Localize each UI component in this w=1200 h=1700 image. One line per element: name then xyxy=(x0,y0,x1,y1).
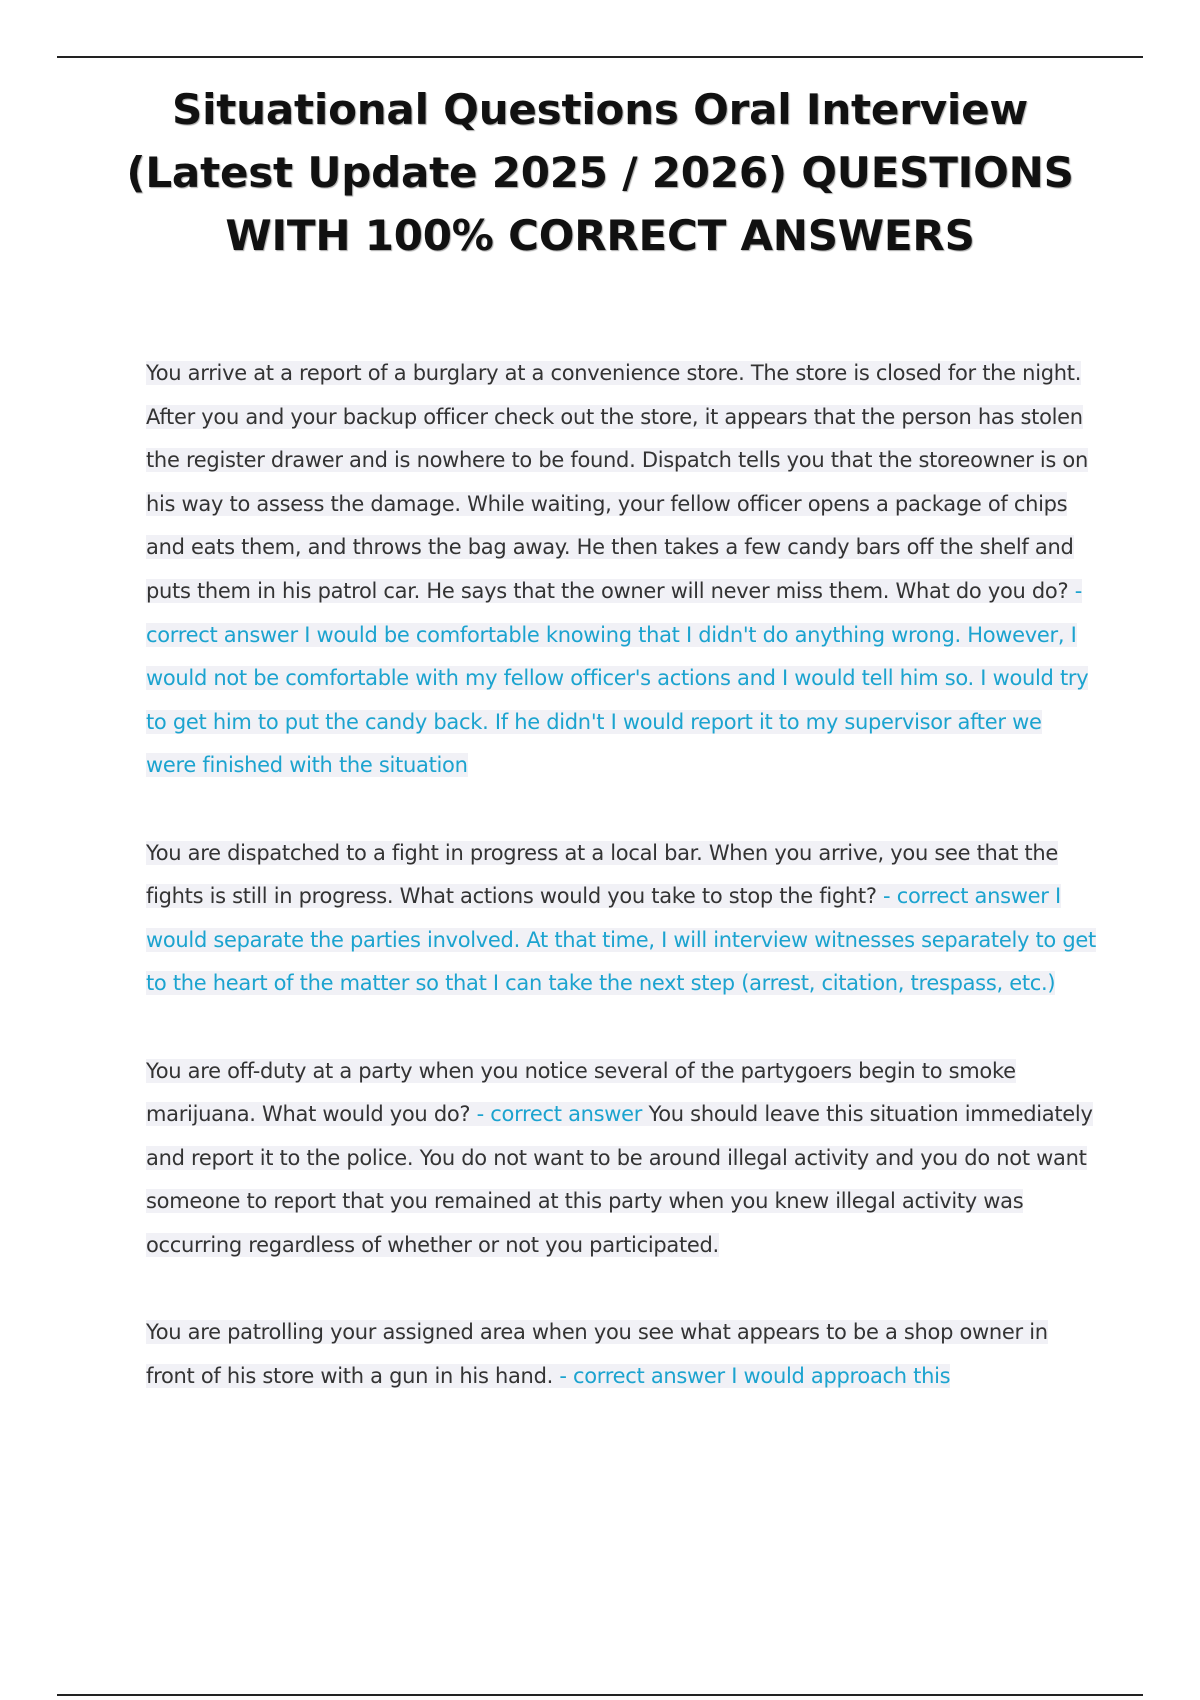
answer-marker: - correct answer xyxy=(876,884,1055,909)
question-text: You are off-duty at a party when you notice several of the partygoers begin to smoke marijuana. What would you do? xyxy=(146,1058,1016,1127)
bottom-rule xyxy=(57,1694,1143,1696)
answer-text: I would separate the parties involved. At that time, I will interview witnesses separately to get to the heart of the matter so that I can take the next step (arrest, citation, trespass, etc.) xyxy=(146,884,1096,996)
answer-marker: - correct answer xyxy=(146,578,1082,647)
answer-text: I would be comfortable knowing that I didn't do anything wrong. However, I would not be comfortable with my fellow officer's actions and I would tell him so. I would try to get him to put the candy back. If he didn't I would report it to my supervisor after we were finished with the situation xyxy=(146,622,1089,778)
question-text: You are dispatched to a fight in progress at a local bar. When you arrive, you see that the fights is still in progress. What actions would you take to stop the fight? xyxy=(146,840,1058,909)
document-title xyxy=(100,78,1100,267)
question-text: You are patrolling your assigned area when you see what appears to be a shop owner in front of his store with a gun in his hand. xyxy=(146,1320,1048,1388)
title-line-2: (Latest Update 2025 / 2026) QUESTIONS xyxy=(126,148,1074,197)
answer-text: I would approach this xyxy=(731,1363,951,1388)
title-line-3: WITH 100% CORRECT ANSWERS xyxy=(225,211,975,260)
qa-item-3 xyxy=(146,1050,1096,1268)
answer-marker: - correct answer xyxy=(552,1363,732,1388)
qa-list xyxy=(146,352,1096,1442)
answer-marker: - correct answer xyxy=(470,1102,649,1127)
top-rule xyxy=(57,56,1143,58)
question-text: You arrive at a report of a burglary at a convenience store. The store is closed for the night. After you and your backup officer check out the store, it appears that the person has stolen the register drawer and is nowhere to be found. Dispatch tells you that the storeowner is on his way to assess the damage. While waiting, your fellow officer opens a package of chips and eats them, and throws the bag away. He then takes a few candy bars off the shelf and puts them in his patrol car. He says that the owner will never miss them. What do you do? xyxy=(146,361,1088,603)
qa-item-1 xyxy=(146,352,1096,788)
qa-item-4 xyxy=(146,1311,1096,1398)
title-line-1: Situational Questions Oral Interview xyxy=(172,85,1028,134)
answer-text: You should leave this situation immediately and report it to the police. You do not want to be around illegal activity and you do not want someone to report that you remained at this party when you knew illegal activity was occurring regardless of whether or not you participated. xyxy=(146,1102,1093,1257)
qa-item-2 xyxy=(146,832,1096,1006)
